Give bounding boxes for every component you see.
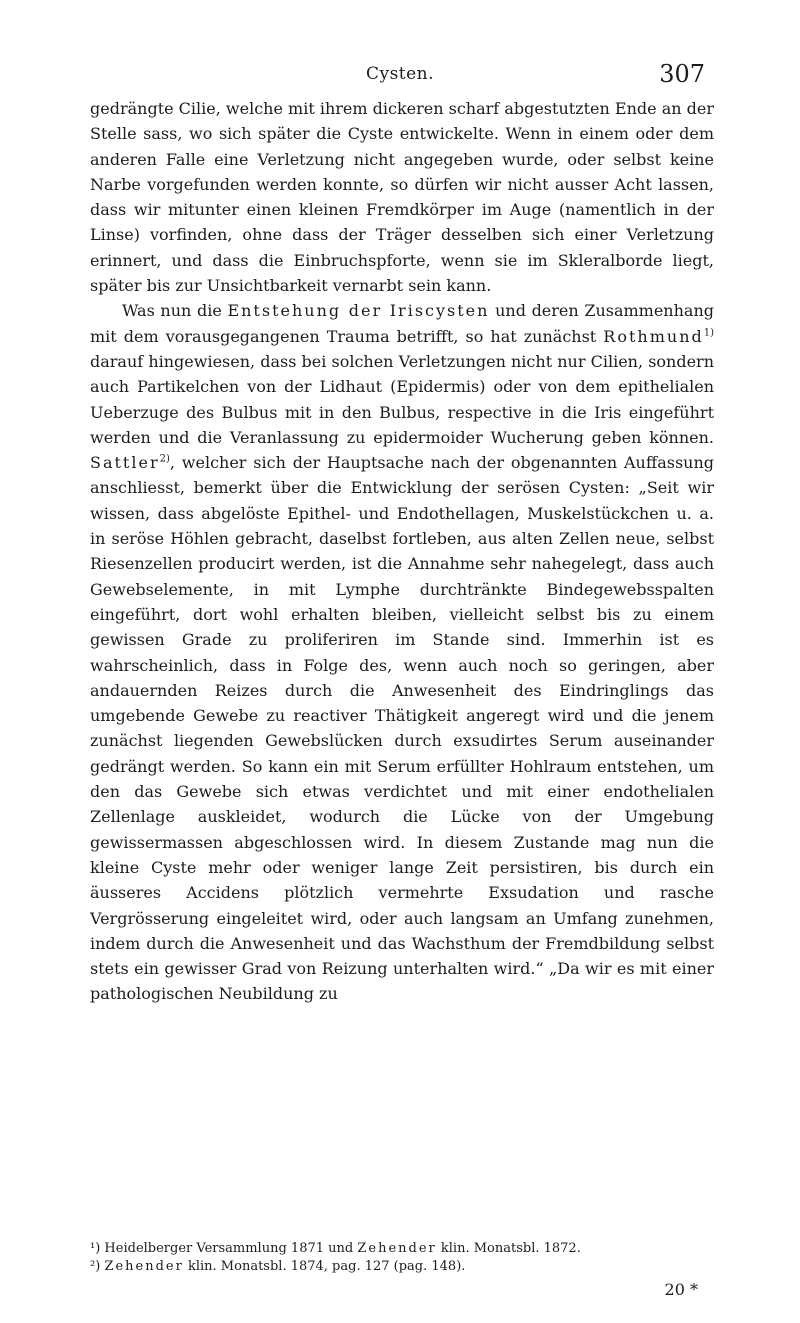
paragraph-2-text-c: darauf hingewiesen, dass bei solchen Verletzungen nicht nur Cilien, sondern auch Partikelchen von der Lidhaut (Epidermis) oder von dem epithelialen Ueberzuge des Bulbus mit in den Bulbus, respective in die Iris eingeführt werden und die Veranlassung zu epidermoider Wucherung geben können. (90, 351, 714, 447)
footnote-2-marker: ²) (90, 1259, 101, 1274)
footnote-ref-2: 2) (159, 453, 170, 465)
footnotes (90, 1240, 714, 1276)
footnote-1-author: Zehender (357, 1241, 437, 1256)
footnote-2-text-b: klin. Monatsbl. 1874, pag. 127 (pag. 148). (183, 1259, 466, 1274)
running-title: Cysten. (365, 64, 435, 84)
body-text (90, 96, 714, 1007)
page-number: 307 (659, 60, 705, 88)
signature-mark: 20 * (664, 1280, 698, 1299)
author-sattler: Sattler (90, 453, 160, 473)
paragraph-2-text-b: und deren Zusammenhang mit dem vorausgegangenen Trauma betrifft, so hat zunächst (90, 301, 715, 346)
emphasis-entstehung: Entstehung der Iriscysten (227, 301, 490, 321)
footnote-1-marker: ¹) (90, 1241, 101, 1256)
paragraph-1 (90, 96, 714, 298)
footnote-ref-1: 1) (703, 327, 714, 339)
paragraph-1-text: gedrängte Cilie, welche mit ihrem dickeren scharf abgestutzten Ende an der Stelle sass, wo sich später die Cyste entwickelte. Wenn in einem oder dem anderen Falle eine Verletzung nicht angegeben wurde, oder selbst keine Narbe vorgefunden werden konnte, so dürfen wir nicht ausser Acht lassen, dass wir mitunter einen kleinen Fremdkörper im Auge (namentlich in der Linse) vorfinden, ohne dass der Träger desselben sich einer Verletzung erinnert, und dass die Einbruchspforte, wenn sie im Skleralborde liegt, später bis zur Unsichtbarkeit vernarbt sein kann. (90, 99, 714, 296)
footnote-2 (90, 1258, 714, 1276)
footnote-2-author: Zehender (104, 1259, 184, 1274)
paragraph-2-text-d: , welcher sich der Hauptsache nach der obgenannten Auffassung anschliesst, bemerkt über die Entwicklung der serösen Cysten: „Seit wir wissen, dass abgelöste Epithel- und Endothellagen, Muskelstückchen u. a. in seröse Höhlen gebracht, daselbst fortleben, aus alten Zellen neue, selbst Riesenzellen producirt werden, ist die Annahme sehr nahegelegt, dass auch Gewebselemente, in mit Lymphe durchtränkte Bindegewebsspalten eingeführt, dort wohl erhalten bleiben, vielleicht selbst bis zu einem gewissen Grade zu proliferiren im Stande sind. Immerhin ist es wahrscheinlich, dass in Folge des, wenn auch noch so geringen, aber andauernden Reizes durch die Anwesenheit des Eindringlings das umgebende Gewebe zu reactiver Thätigkeit angeregt wird und die jenem zunächst liegenden Gewebslücken durch exsudirtes Serum auseinander gedrängt werden. So kann ein mit Serum erfüllter Hohlraum entstehen, um den das Gewebe sich etwas verdichtet und mit einer endothelialen Zellenlage auskleidet, wodurch die Lücke von der Umgebung gewissermassen abgeschlossen wird. In diesem Zustande mag nun die kleine Cyste mehr oder weniger lange Zeit persistiren, bis durch ein äusseres Accidens plötzlich vermehrte Exsudation und rasche Vergrösserung eingeleitet wird, oder auch langsam an Umfang zunehmen, indem durch die Anwesenheit und das Wachsthum der Fremdbildung selbst stets ein gewisser Grad von Reizung unterhalten wird.“ „Da wir es mit einer pathologischen Neubildung zu (90, 453, 714, 1004)
paragraph-2-text-a: Was nun die (122, 301, 228, 321)
footnote-1 (90, 1240, 714, 1258)
footnote-1-text-b: klin. Monatsbl. 1872. (436, 1241, 581, 1256)
paragraph-2 (90, 298, 714, 1006)
footnote-1-text-a: Heidelberger Versammlung 1871 und (100, 1241, 358, 1256)
page-header (0, 60, 800, 90)
author-rothmund: Rothmund (603, 326, 704, 346)
